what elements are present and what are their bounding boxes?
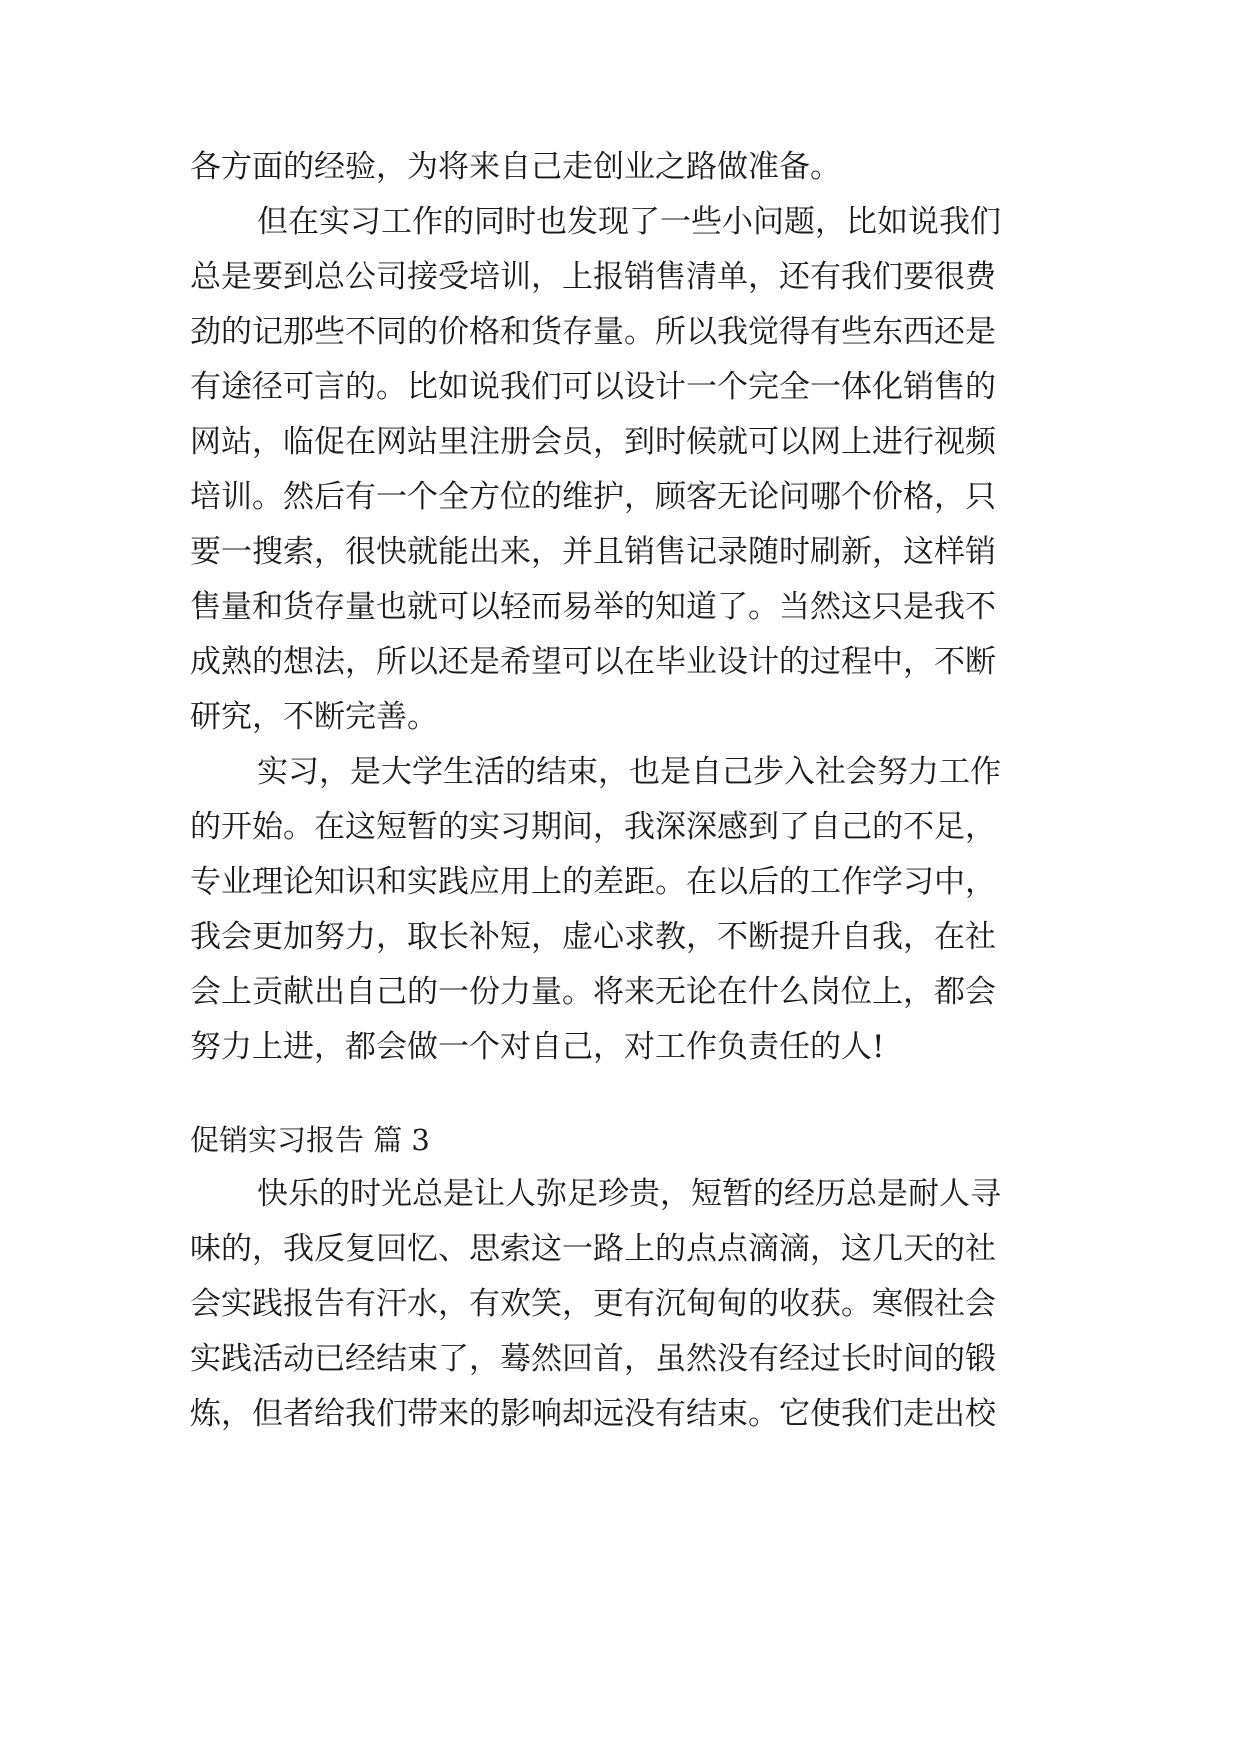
paragraph-line: 有途径可言的。比如说我们可以设计一个完全一体化销售的 [190,369,996,405]
section-heading: 促销实习报告 篇 3 [190,1123,430,1157]
paragraph-line: 要一搜索，很快就能出来，并且销售记录随时刷新，这样销 [190,534,996,570]
paragraph-line: 努力上进，都会做一个对自己，对工作负责任的人! [190,1029,885,1065]
paragraph-line: 但在实习工作的同时也发现了一些小问题，比如说我们 [257,204,1001,240]
paragraph-line: 的开始。在这短暂的实习期间，我深深感到了自己的不足， [190,809,996,845]
paragraph-line: 研究，不断完善。 [190,699,438,735]
paragraph-line: 炼，但者给我们带来的影响却远没有结束。它使我们走出校 [190,1396,996,1432]
paragraph-line: 网站，临促在网站里注册会员，到时候就可以网上进行视频 [190,424,996,460]
paragraph-line: 会上贡献出自己的一份力量。将来无论在什么岗位上，都会 [190,974,996,1010]
paragraph-line: 各方面的经验，为将来自己走创业之路做准备。 [190,149,841,185]
paragraph-line: 劲的记那些不同的价格和货存量。所以我觉得有些东西还是 [190,314,996,350]
paragraph-line: 培训。然后有一个全方位的维护，顾客无论问哪个价格，只 [190,479,996,515]
paragraph-line: 实践活动已经结束了，蓦然回首，虽然没有经过长时间的锻 [190,1341,996,1377]
paragraph-line: 实习，是大学生活的结束，也是自己步入社会努力工作 [257,754,1001,790]
paragraph-line: 我会更加努力，取长补短，虚心求教，不断提升自我，在社 [190,919,996,955]
paragraph-line: 快乐的时光总是让人弥足珍贵，短暂的经历总是耐人寻 [257,1176,1001,1212]
paragraph-line: 总是要到总公司接受培训，上报销售清单，还有我们要很费 [190,259,996,295]
paragraph-line: 专业理论知识和实践应用上的差距。在以后的工作学习中， [190,864,996,900]
paragraph-line: 会实践报告有汗水，有欢笑，更有沉甸甸的收获。寒假社会 [190,1286,996,1322]
paragraph-line: 味的，我反复回忆、思索这一路上的点点滴滴，这几天的社 [190,1231,996,1267]
paragraph-line: 售量和货存量也就可以轻而易举的知道了。当然这只是我不 [190,589,996,625]
paragraph-line: 成熟的想法，所以还是希望可以在毕业设计的过程中，不断 [190,644,996,680]
